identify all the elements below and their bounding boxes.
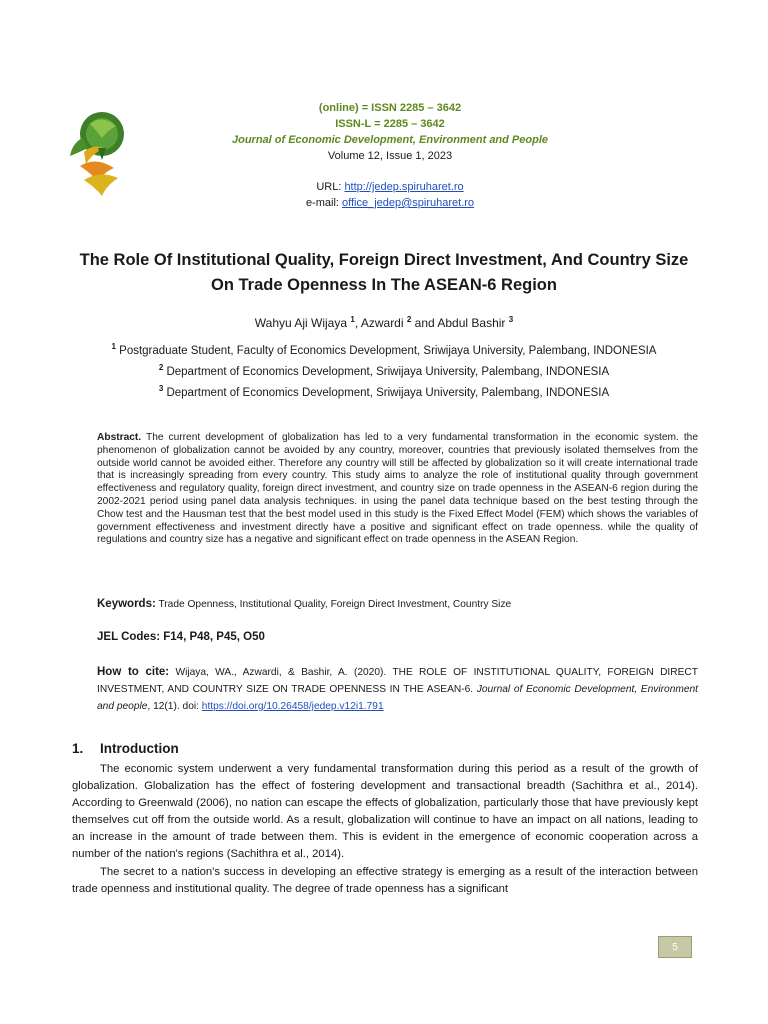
journal-name: Journal of Economic Development, Environment and People bbox=[232, 134, 548, 146]
affiliation-sup: 1 bbox=[111, 342, 116, 352]
affiliation-sup: 2 bbox=[158, 363, 164, 373]
author-separator: and bbox=[411, 316, 438, 330]
journal-url-link[interactable]: http://jedep.spiruharet.ro bbox=[344, 181, 464, 193]
cite-rest: , 12(1). doi: bbox=[147, 701, 202, 712]
affiliation-text: Postgraduate Student, Faculty of Economics Development, Sriwijaya University, Palembang, INDONESIA bbox=[115, 345, 657, 357]
author-2: Azwardi bbox=[360, 316, 404, 330]
author-list bbox=[100, 316, 668, 330]
affiliation-2 bbox=[60, 363, 708, 378]
cite-label: How to cite: bbox=[97, 666, 170, 678]
affiliation-text: Department of Economics Development, Sriwijaya University, Palembang, INDONESIA bbox=[163, 366, 610, 378]
affiliation-sup: 3 bbox=[158, 384, 164, 394]
author-1: Wahyu Aji Wijaya bbox=[254, 316, 348, 330]
cite-text: Wijaya, WA., Azwardi, & Bashir, A. (2020). THE ROLE OF INSTITUTIONAL QUALITY, FOREIGN DIRECT INVESTMENT, AND COUNTRY SIZE ON TRADE OPENNESS IN THE ASEAN-6. bbox=[97, 667, 698, 695]
keywords-text: Trade Openness, Institutional Quality, Foreign Direct Investment, Country Size bbox=[155, 599, 512, 610]
affiliation-text: Department of Economics Development, Sriwijaya University, Palembang, INDONESIA bbox=[163, 387, 610, 399]
page-number: 5 bbox=[658, 936, 692, 958]
paragraph: The secret to a nation's success in developing an effective strategy is emerging as a result of the interaction between trade openness and institutional quality. The degree of trade openness has a significant bbox=[72, 865, 698, 895]
paragraph: The economic system underwent a very fundamental transformation during this period as a result of the growth of globalization. Globalization has the effect of fostering development and transactional breadth (Sachithra et al., 2014). According to Greenwald (2006), no nation can escape the effects of globalization, particularly those that have previously kept themselves cut off from the outside world. As a result, globalization will continue to have an impact on all nations, leading to an increase in the amount of trade between them. This is evident in the emergence of economic cooperation across a number of the nation's regions (Sachithra et al., 2014). bbox=[72, 763, 698, 861]
section-heading bbox=[72, 741, 179, 756]
author-separator: , bbox=[354, 316, 361, 330]
journal-email-link[interactable]: office_jedep@spiruharet.ro bbox=[342, 197, 475, 209]
author-3-sup: 3 bbox=[508, 315, 514, 324]
abstract-label: Abstract. bbox=[97, 432, 142, 443]
keywords-label: Keywords: bbox=[97, 598, 156, 610]
author-2-sup: 2 bbox=[406, 315, 412, 324]
affiliation-3 bbox=[60, 384, 708, 399]
abstract-text: The current development of globalization has led to a very fundamental transformation in the economic system. the phenomenon of globalization cannot be avoided by any country, moreover, countries that previously isolated themselves from the outside world cannot be avoided either. Therefore any country will still be affected by globalization so it will create international trade that is increasingly spreading from every country. This study aims to analyze the role of institutional quality through government effectiveness and regulatory quality, foreign direct investment, and country size on trade openness in the ASEAN-6 region during the 2002-2021 period using panel data analysis techniques. in using the panel data technique based on the best testing through the Chow test and the Hausman test that the best model used in this study is the Fixed Effect Model (FEM) which shows the variables of government effectiveness and investment directly have a positive and significant effect on trade openness. while the quality of regulations and country size has a negative and significant effect on trade openness in the ASEAN Region. bbox=[97, 432, 698, 546]
body-text bbox=[72, 761, 698, 898]
cite-journal: Journal of Economic Development, Environment and people bbox=[97, 684, 699, 712]
section-title: Introduction bbox=[100, 741, 179, 756]
author-1-sup: 1 bbox=[350, 315, 355, 324]
abstract bbox=[97, 432, 698, 547]
url-label: URL: bbox=[316, 181, 345, 193]
section-number: 1. bbox=[72, 741, 84, 756]
volume-issue: Volume 12, Issue 1, 2023 bbox=[327, 150, 453, 162]
how-to-cite bbox=[97, 664, 698, 715]
keywords bbox=[97, 598, 698, 610]
paper-title: The Role Of Institutional Quality, Foreign Direct Investment, And Country Size On Trade Openness In The ASEAN-6 Region bbox=[79, 251, 689, 294]
issn-l: ISSN-L = 2285 – 3642 bbox=[335, 118, 445, 130]
affiliation-1 bbox=[60, 342, 708, 357]
issn-online: (online) = ISSN 2285 – 3642 bbox=[318, 102, 462, 114]
journal-logo-icon bbox=[62, 108, 134, 198]
email-label: e-mail: bbox=[305, 197, 342, 209]
jel-codes: JEL Codes: F14, P48, P45, O50 bbox=[97, 631, 265, 643]
doi-link[interactable]: https://doi.org/10.26458/jedep.v12i1.791 bbox=[201, 701, 384, 712]
author-3: Abdul Bashir bbox=[437, 316, 506, 330]
email-line bbox=[140, 195, 640, 211]
url-line bbox=[140, 179, 640, 195]
